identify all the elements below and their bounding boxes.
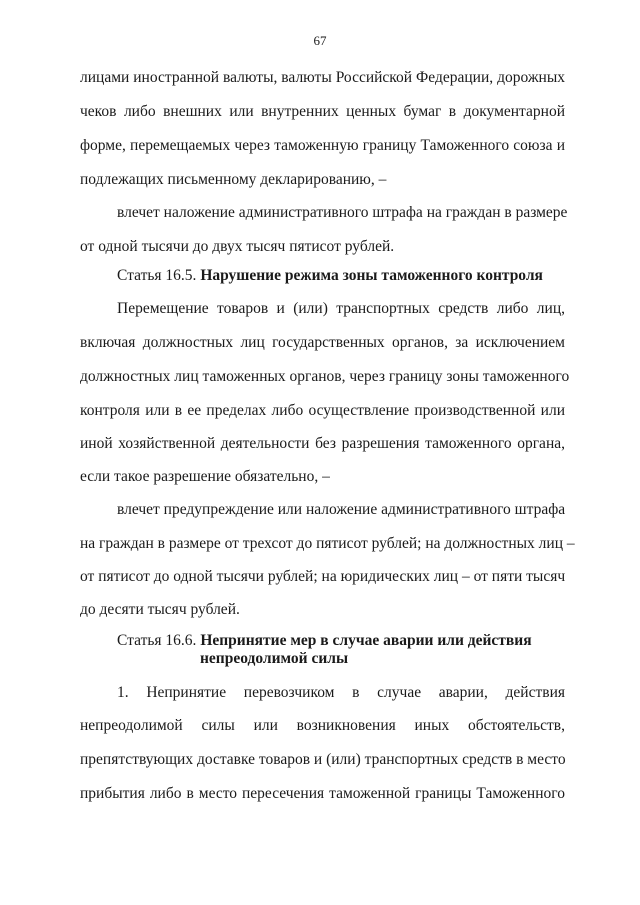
text-line: контроля или в ее пределах либо осуществление производственной или [80,402,565,419]
text-line: чеков либо внешних или внутренних ценных бумаг в документарной [80,103,565,120]
text-line: форме, перемещаемых через таможенную границу Таможенного союза и [80,137,565,154]
page-number: 67 [313,33,327,48]
text-line: влечет наложение административного штрафа на граждан в размере [117,204,568,221]
text-line: должностных лиц таможенных органов, через границу зоны таможенного [80,368,570,385]
text-line: непреодолимой силы или возникновения иных обстоятельств, [80,717,565,734]
text-line: до десяти тысяч рублей. [80,601,240,618]
text-line: 1. Непринятие перевозчиком в случае аварии, действия [117,684,565,701]
text-line: препятствующих доставке товаров и (или) транспортных средств в место [80,751,566,768]
article-number: Статья 16.6. [117,632,197,649]
text-line: если такое разрешение обязательно, – [80,468,330,485]
text-line: Перемещение товаров и (или) транспортных средств либо лиц, [117,300,565,317]
text-line: подлежащих письменному декларированию, – [80,171,387,188]
text-line: от одной тысячи до двух тысяч пятисот рублей. [80,238,395,255]
article-title: Непринятие мер в случае аварии или действия [200,632,532,649]
article-title-continued: непреодолимой силы [200,650,349,667]
article-heading-16-5 [117,266,565,286]
text-line: на граждан в размере от трехсот до пятисот рублей; на должностных лиц – [80,535,575,552]
text-line: прибытия либо в место пересечения таможенной границы Таможенного [80,785,565,802]
article-number: Статья 16.5. [117,267,197,284]
text-line: влечет предупреждение или наложение административного штрафа [117,501,566,518]
article-heading-16-6 [117,631,565,651]
text-line: от пятисот до одной тысячи рублей; на юридических лиц – от пяти тысяч [80,568,566,585]
text-line: включая должностных лиц государственных органов, за исключением [80,334,565,351]
text-line: иной хозяйственной деятельности без разрешения таможенного органа, [80,435,565,452]
article-title: Нарушение режима зоны таможенного контроля [200,267,543,284]
text-line: лицами иностранной валюты, валюты Российской Федерации, дорожных [80,69,565,86]
